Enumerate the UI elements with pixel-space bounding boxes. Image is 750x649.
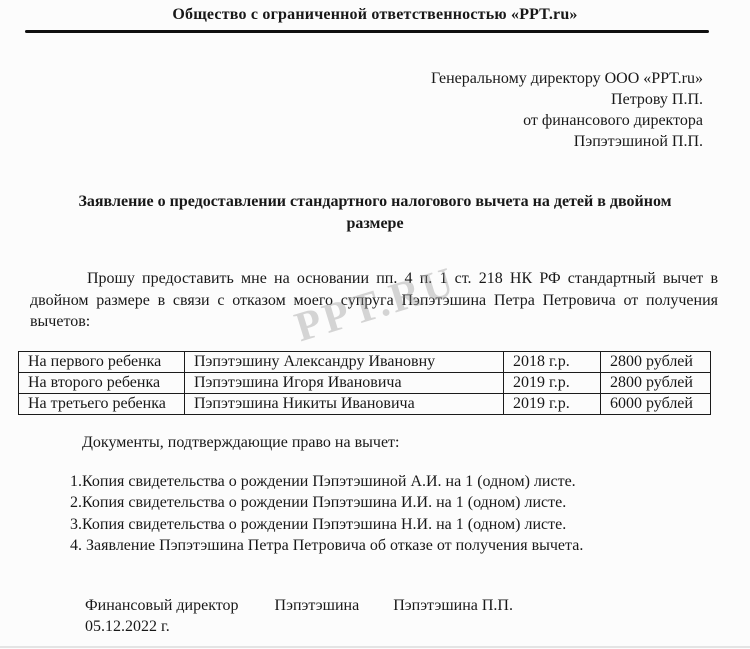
signature-date: 05.12.2022 г. — [85, 618, 170, 635]
addressee-line-director-name: Петрову П.П. — [611, 91, 703, 108]
table-cell-child-name: Пэпэтэшина Игоря Ивановича — [185, 373, 504, 394]
addressee-line-director: Генеральному директору ООО «PPT.ru» — [430, 70, 703, 87]
addressee-block — [431, 68, 703, 152]
table-row — [19, 394, 711, 415]
table-cell-birth-year: 2018 г.р. — [504, 352, 601, 373]
table-cell-birth-year: 2019 г.р. — [504, 394, 601, 415]
signature-row — [85, 597, 513, 615]
document-list-item: 3.Копия свидетельства о рождении Пэпэтэшина Н.И. на 1 (одном) листе. — [70, 515, 567, 533]
letterhead-rule — [25, 30, 709, 33]
page-bottom-rule — [0, 646, 750, 648]
table-cell-child-order: На первого ребенка — [19, 352, 185, 373]
document-list-item: 4. Заявление Пэпэтэшина Петра Петровича об отказе от получения вычета. — [70, 536, 584, 554]
table-cell-child-name: Пэпэтэшину Александру Ивановну — [185, 352, 504, 373]
table-row — [19, 352, 711, 373]
document-list-item: 2.Копия свидетельства о рождении Пэпэтэшина И.И. на 1 (одном) листе. — [70, 494, 567, 512]
signer-position: Финансовый директор — [85, 597, 239, 614]
documents-heading: Документы, подтверждающие право на вычет: — [82, 434, 400, 451]
table-row — [19, 373, 711, 394]
document-list-item: 1.Копия свидетельства о рождении Пэпэтэшиной А.И. на 1 (одном) листе. — [70, 473, 576, 490]
table-cell-child-order: На третьего ребенка — [19, 394, 185, 415]
table-cell-child-order: На второго ребенка — [19, 373, 185, 394]
document-title: Заявление о предоставлении стандартного налогового вычета на детей в двойном размере — [78, 193, 672, 232]
addressee-line-from-position: от финансового директора — [523, 112, 703, 129]
deductions-table — [18, 351, 711, 415]
table-cell-amount: 6000 рублей — [601, 394, 711, 415]
table-cell-child-name: Пэпэтэшина Никиты Ивановича — [185, 394, 504, 415]
signer-full-name: Пэпэтэшина П.П. — [393, 597, 513, 614]
documents-list — [70, 471, 583, 556]
table-cell-amount: 2800 рублей — [601, 373, 711, 394]
table-cell-birth-year: 2019 г.р. — [504, 373, 601, 394]
letterhead-company-name: Общество с ограниченной ответственностью «PPT.ru» — [172, 6, 578, 23]
ppt-ru-watermark: PPT.RU — [289, 258, 462, 352]
table-cell-amount: 2800 рублей — [601, 352, 711, 373]
signer-signature: Пэпэтэшина — [274, 597, 360, 614]
addressee-line-from-name: Пэпэтэшиной П.П. — [573, 133, 703, 150]
request-paragraph: Прошу предоставить мне на основании пп. 4 п. 1 ст. 218 НК РФ стандартный вычет в двойном размере в связи с отказом моего супруга Пэпэтэшина Петра Петровича от получения вычетов: — [30, 270, 718, 330]
